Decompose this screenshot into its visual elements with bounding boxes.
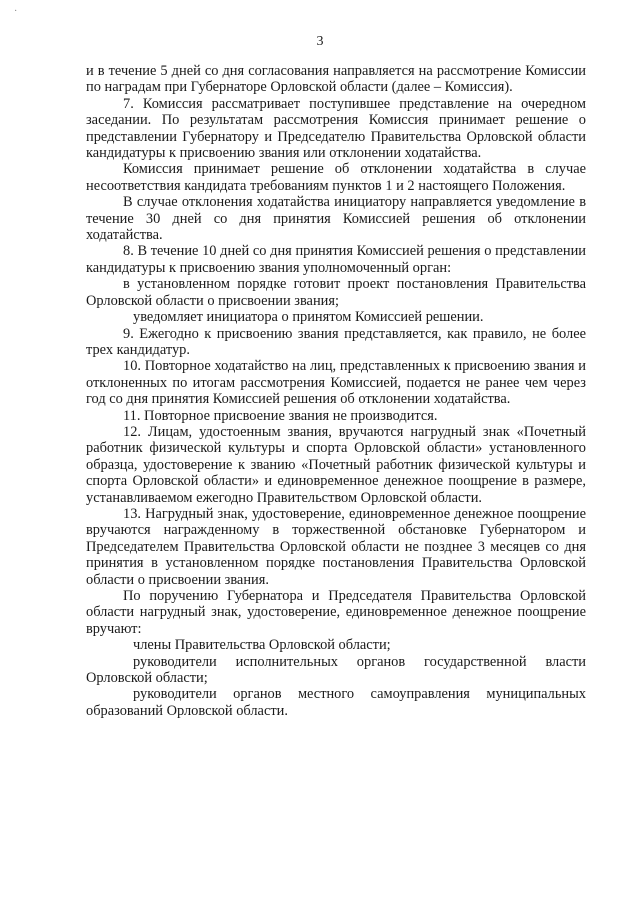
corner-mark: · bbox=[14, 6, 18, 17]
paragraph-presenters: По поручению Губернатора и Председателя Правительства Орловской области нагрудный знак, удостоверение, единовременное денежное поощрение вручают: bbox=[86, 588, 586, 637]
paragraph-rejection-notice: В случае отклонения ходатайства инициатору направляется уведомление в течение 30 дней со дня принятия Комиссией решения об отклонении ходатайства. bbox=[86, 194, 586, 244]
page-number: 3 bbox=[316, 34, 324, 49]
paragraph-item-8: 8. В течение 10 дней со дня принятия Комиссией решения о представлении кандидатуры к присвоению звания уполномоченный орган: bbox=[86, 243, 586, 276]
list-item-executive-heads: руководители исполнительных органов государственной власти Орловской области; bbox=[86, 653, 586, 687]
list-item-municipal-heads: руководители органов местного самоуправления муниципальных образований Орловской области. bbox=[86, 686, 586, 719]
list-item-government-members: члены Правительства Орловской области; bbox=[133, 637, 391, 654]
paragraph-item-11: 11. Повторное присвоение звания не производится. bbox=[123, 407, 438, 424]
paragraph-item-9: 9. Ежегодно к присвоению звания представляется, как правило, не более трех кандидатур. bbox=[86, 325, 586, 358]
paragraph-item-12: 12. Лицам, удостоенным звания, вручаются нагрудный знак «Почетный работник физической культуры и спорта Орловской области» установленного образца, удостоверение к званию «Почетный работник физической культуры и спорта Орловской области» и единовременное денежное поощрение в размере, устанавливаемом ежегодно Правительством Орловской области. bbox=[86, 423, 586, 506]
paragraph-item-10: 10. Повторное ходатайство на лиц, представленных к присвоению звания и отклоненных по итогам рассмотрения Комиссией, подается не ранее чем через год со дня принятия Комиссией решения об отклонении ходатайства. bbox=[86, 358, 586, 408]
list-item-prepare-draft: в установленном порядке готовит проект постановления Правительства Орловской области о присвоении звания; bbox=[86, 276, 586, 309]
paragraph-continuation: и в течение 5 дней со дня согласования направляется на рассмотрение Комиссии по наградам при Губернаторе Орловской области (далее – Комиссия). bbox=[86, 63, 586, 96]
paragraph-item-13: 13. Нагрудный знак, удостоверение, единовременное денежное поощрение вручаются награжденному в торжественной обстановке Губернатором и Председателем Правительства Орловской области не позднее 3 месяцев со дня принятия в установленном порядке постановления Правительства Орловской области о присвоении звания. bbox=[86, 505, 586, 588]
document-body bbox=[86, 63, 586, 719]
paragraph-rejection-decision: Комиссия принимает решение об отклонении ходатайства в случае несоответствия кандидата требованиям пунктов 1 и 2 настоящего Положения. bbox=[86, 161, 586, 194]
list-item-notify-initiator: уведомляет инициатора о принятом Комиссией решении. bbox=[133, 309, 484, 326]
paragraph-item-7: 7. Комиссия рассматривает поступившее представление на очередном заседании. По результатам рассмотрения Комиссия принимает решение о представлении Губернатору и Председателю Правительства Орловской области кандидатуры к присвоению звания или отклонении ходатайства. bbox=[86, 95, 586, 162]
